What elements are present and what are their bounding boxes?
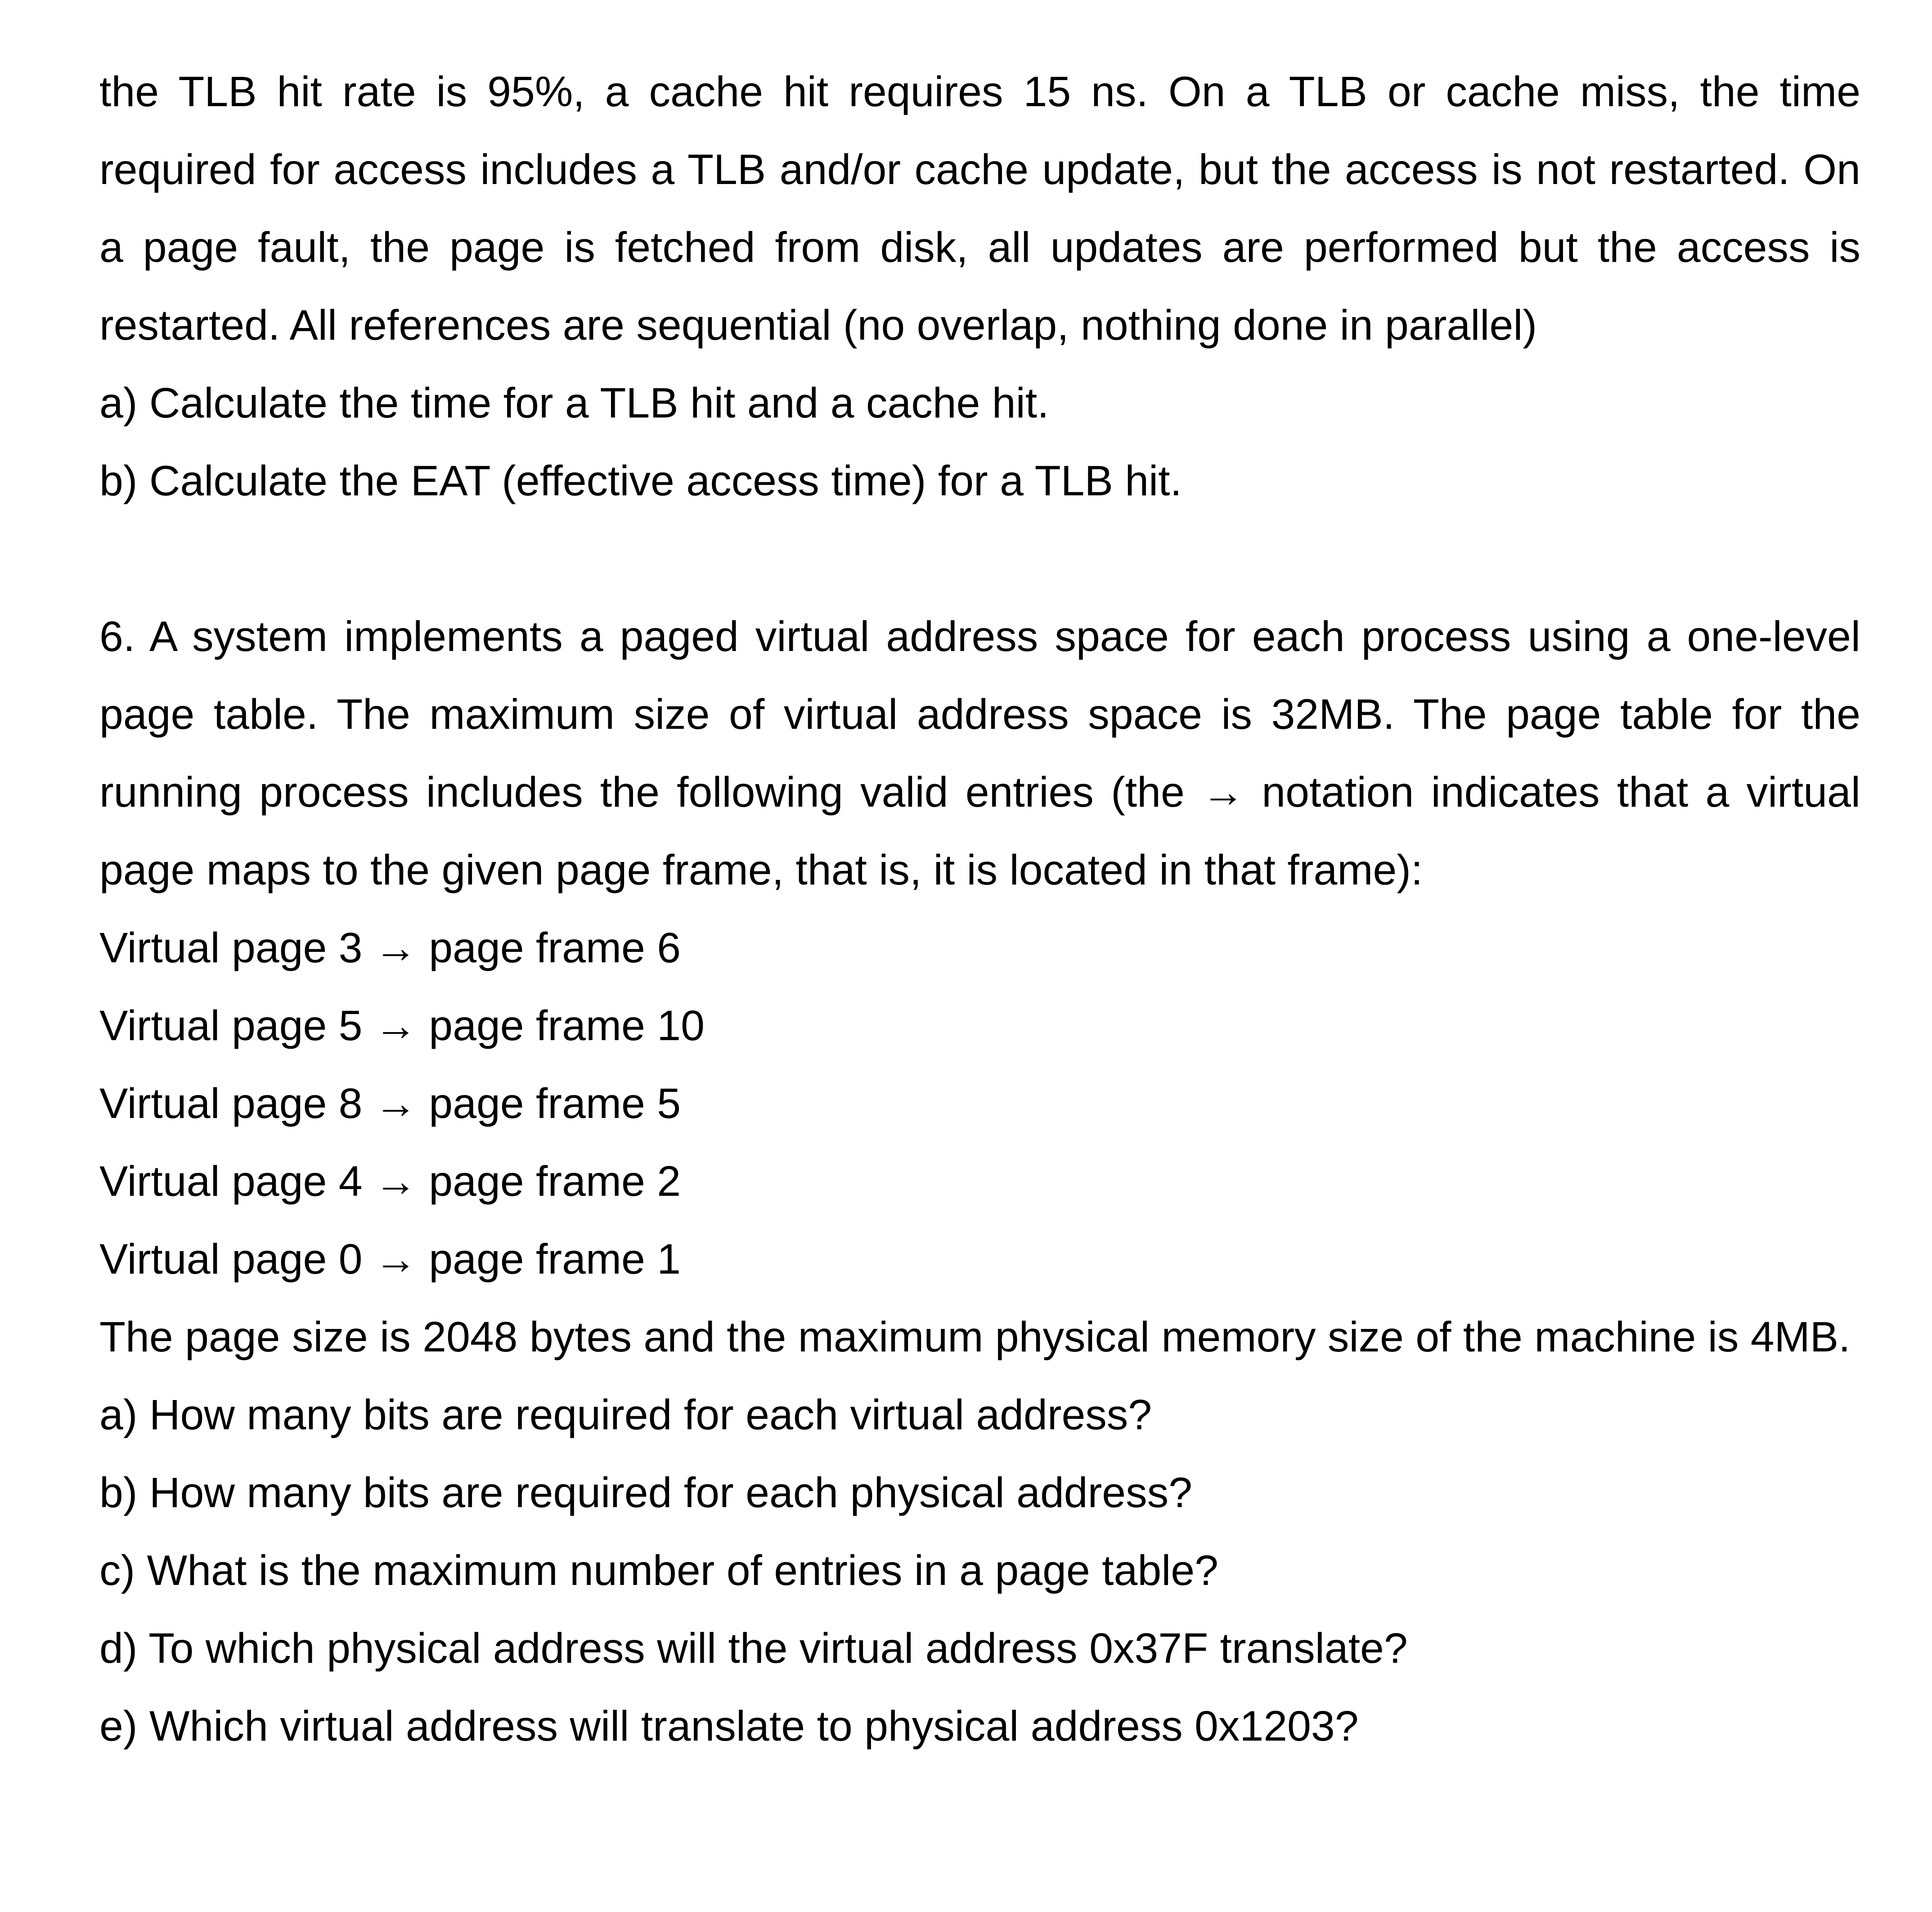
q5-part-a: a) Calculate the time for a TLB hit and a cache hit. (99, 379, 1049, 427)
q6-part-d: d) To which physical address will the virtual address 0x37F translate? (99, 1625, 1408, 1672)
page-mapping-2: Virtual page 5 → page frame 10 (99, 1002, 705, 1050)
q6-part-e: e) Which virtual address will translate to physical address 0x1203? (99, 1702, 1359, 1750)
page-mapping-3: Virtual page 8 → page frame 5 (99, 1080, 681, 1127)
document-page (99, 53, 1860, 1765)
q5-part-b: b) Calculate the EAT (effective access time) for a TLB hit. (99, 457, 1182, 505)
q6-part-a: a) How many bits are required for each virtual address? (99, 1391, 1152, 1439)
page-mapping-4: Virtual page 4 → page frame 2 (99, 1158, 681, 1205)
question-5-continuation: the TLB hit rate is 95%, a cache hit requires 15 ns. On a TLB or cache miss, the time required for access includes a TLB and/or cache update, but the access is not restarted. On a page fault, the page is fetched from disk, all updates are performed but the access is restarted. All references are sequential (no overlap, nothing done in parallel) (99, 68, 1860, 349)
q6-part-b: b) How many bits are required for each physical address? (99, 1469, 1192, 1517)
page-size-statement: The page size is 2048 bytes and the maximum physical memory size of the machine is 4MB. (99, 1313, 1851, 1361)
question-6-intro: 6. A system implements a paged virtual address space for each process using a one-level page table. The maximum size of virtual address space is 32MB. The page table for the running process includes the following valid entries (the → notation indicates that a virtual page maps to the given page frame, that is, it is located in that frame): (99, 613, 1860, 894)
q6-part-c: c) What is the maximum number of entries in a page table? (99, 1547, 1218, 1594)
page-mapping-5: Virtual page 0 → page frame 1 (99, 1235, 681, 1283)
paragraph-gap (99, 520, 1860, 598)
page-mapping-1: Virtual page 3 → page frame 6 (99, 924, 681, 972)
